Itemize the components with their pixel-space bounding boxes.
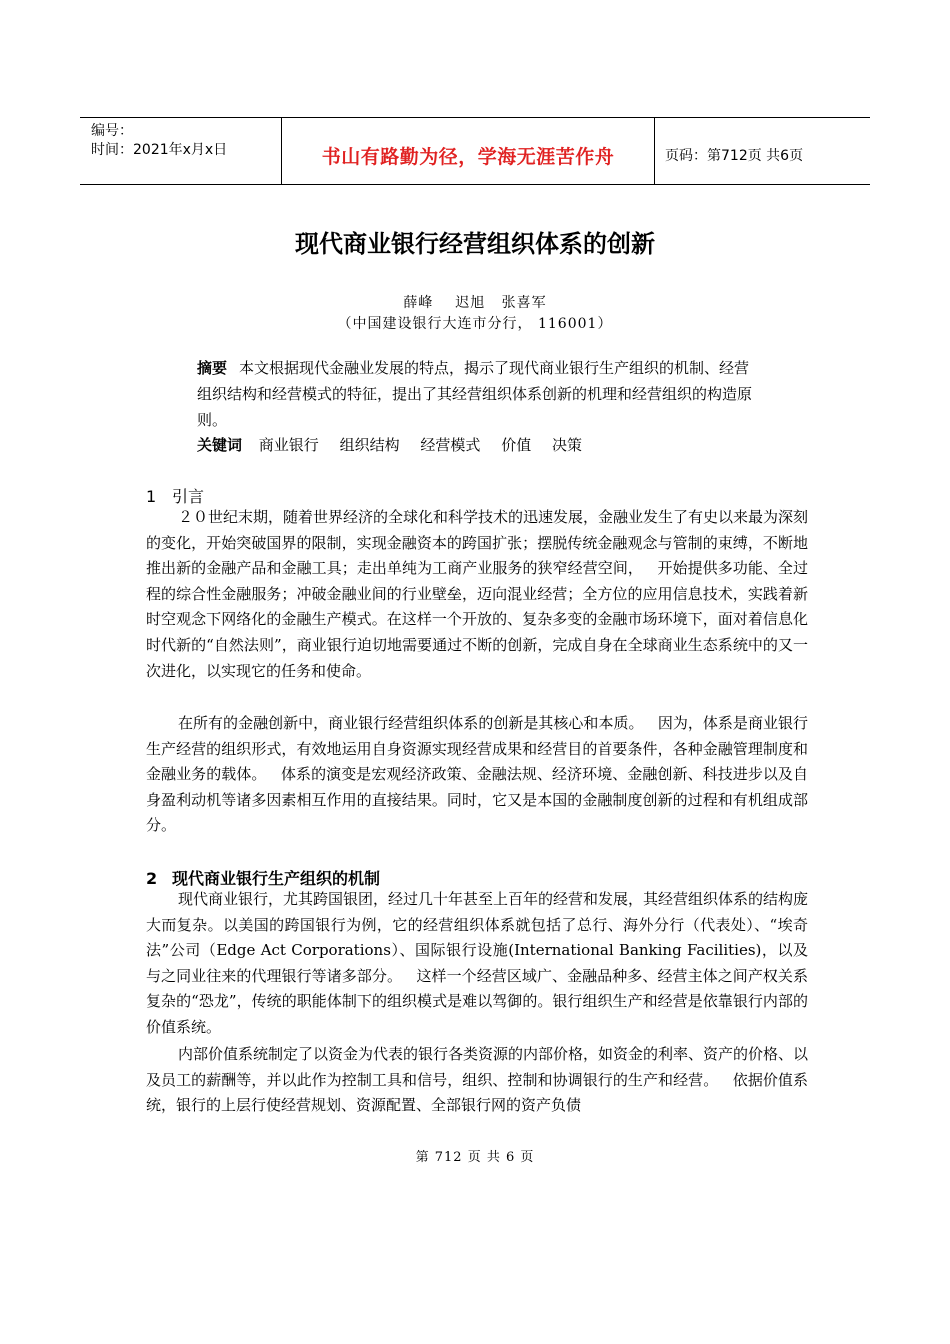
paragraph: 内部价值系统制定了以资金为代表的银行各类资源的内部价格，如资金的利率、资产的价格、以及员工的薪酬等，并以此作为控制工具和信号，组织、控制和协调银行的生产和经营。 依据价值系统，银行的上层行使经营规划、资源配置、全部银行网的资产负债 bbox=[146, 1045, 809, 1115]
section-title: 现代商业银行生产组织的机制 bbox=[172, 869, 381, 888]
paragraph: ２０世纪末期，随着世界经济的全球化和科学技术的迅速发展，金融业发生了有史以来最为深刻的变化，开始突破国界的限制，实现金融资本的跨国扩张；摆脱传统金融观念与管制的束缚，不断地推出新的金融产品和金融工具；走出单纯为工商产业服务的狭窄经营空间， 开始提供多功能、全过程的综合性金融服务；冲破金融业间的行业壁垒，迈向混业经营；全方位的应用信息技术，实践着新时空观念下网络化的金融生产模式。在这样一个开放的、复杂多变的金融市场环境下，面对着信息化时代新的“自然法则”，商业银行迫切地需要通过不断的创新，完成自身在全球商业生态系统中的又一次进化，以实现它的任务和使命。 bbox=[146, 508, 809, 680]
section-heading bbox=[146, 484, 204, 507]
section-heading bbox=[146, 866, 380, 889]
header-bottom-rule bbox=[80, 184, 870, 185]
affiliation: （中国建设银行大连市分行， 116001） bbox=[337, 316, 613, 332]
page-footer: 第 712 页 共 6 页 bbox=[415, 1150, 535, 1165]
keywords bbox=[197, 432, 757, 458]
time-label: 时间：2021年x月x日 bbox=[91, 142, 228, 158]
abstract-text: 本文根据现代金融业发展的特点，揭示了现代商业银行生产组织的机制、经营组织结构和经营模式的特征，提出了其经营组织体系创新的机理和经营组织的构造原则。 bbox=[197, 359, 753, 429]
number-label: 编号： bbox=[91, 123, 133, 139]
header-motto: 书山有路勤为径，学海无涯苦作舟 bbox=[321, 146, 615, 168]
section-title: 引言 bbox=[172, 487, 205, 506]
document-title: 现代商业银行经营组织体系的创新 bbox=[295, 230, 655, 258]
header-top-rule bbox=[80, 117, 870, 118]
section-number: 2 bbox=[146, 869, 158, 888]
keyword: 决策 bbox=[551, 436, 582, 454]
keywords-label: 关键词 bbox=[197, 436, 243, 454]
keyword: 组织结构 bbox=[339, 436, 400, 454]
keyword: 价值 bbox=[501, 436, 532, 454]
keyword: 商业银行 bbox=[258, 436, 319, 454]
paragraph: 现代商业银行，尤其跨国银团，经过几十年甚至上百年的经营和发展，其经营组织体系的结构庞大而复杂。以美国的跨国银行为例，它的经营组织体系就包括了总行、海外分行（代表处）、“埃奇法”公司（Edge Act Corporations）、国际银行设施(International Banking Facilities)，以及与之同业往来的代理银行等诸多部分。 这样一个经营区域广、金融品种多、经营主体之间产权关系复杂的“恐龙”，传统的职能体制下的组织模式是难以驾御的。银行组织生产和经营是依靠银行内部的价值系统。 bbox=[146, 890, 809, 1036]
abstract-label: 摘要 bbox=[197, 359, 228, 377]
header-page-info: 页码：第712页 共6页 bbox=[665, 148, 804, 164]
keyword: 经营模式 bbox=[420, 436, 481, 454]
header-divider bbox=[654, 117, 655, 185]
paragraph: 在所有的金融创新中，商业银行经营组织体系的创新是其核心和本质。 因为，体系是商业银行生产经营的组织形式，有效地运用自身资源实现经营成果和经营目的首要条件，各种金融管理制度和金融业务的载体。 体系的演变是宏观经济政策、金融法规、经济环境、金融创新、科技进步以及自身盈利动机等诸多因素相互作用的直接结果。同时，它又是本国的金融制度创新的过程和有机组成部分。 bbox=[146, 714, 808, 835]
authors: 薛峰 迟旭 张喜军 bbox=[403, 295, 547, 311]
section-number: 1 bbox=[146, 487, 157, 506]
header-meta bbox=[91, 122, 227, 160]
abstract bbox=[197, 355, 757, 433]
